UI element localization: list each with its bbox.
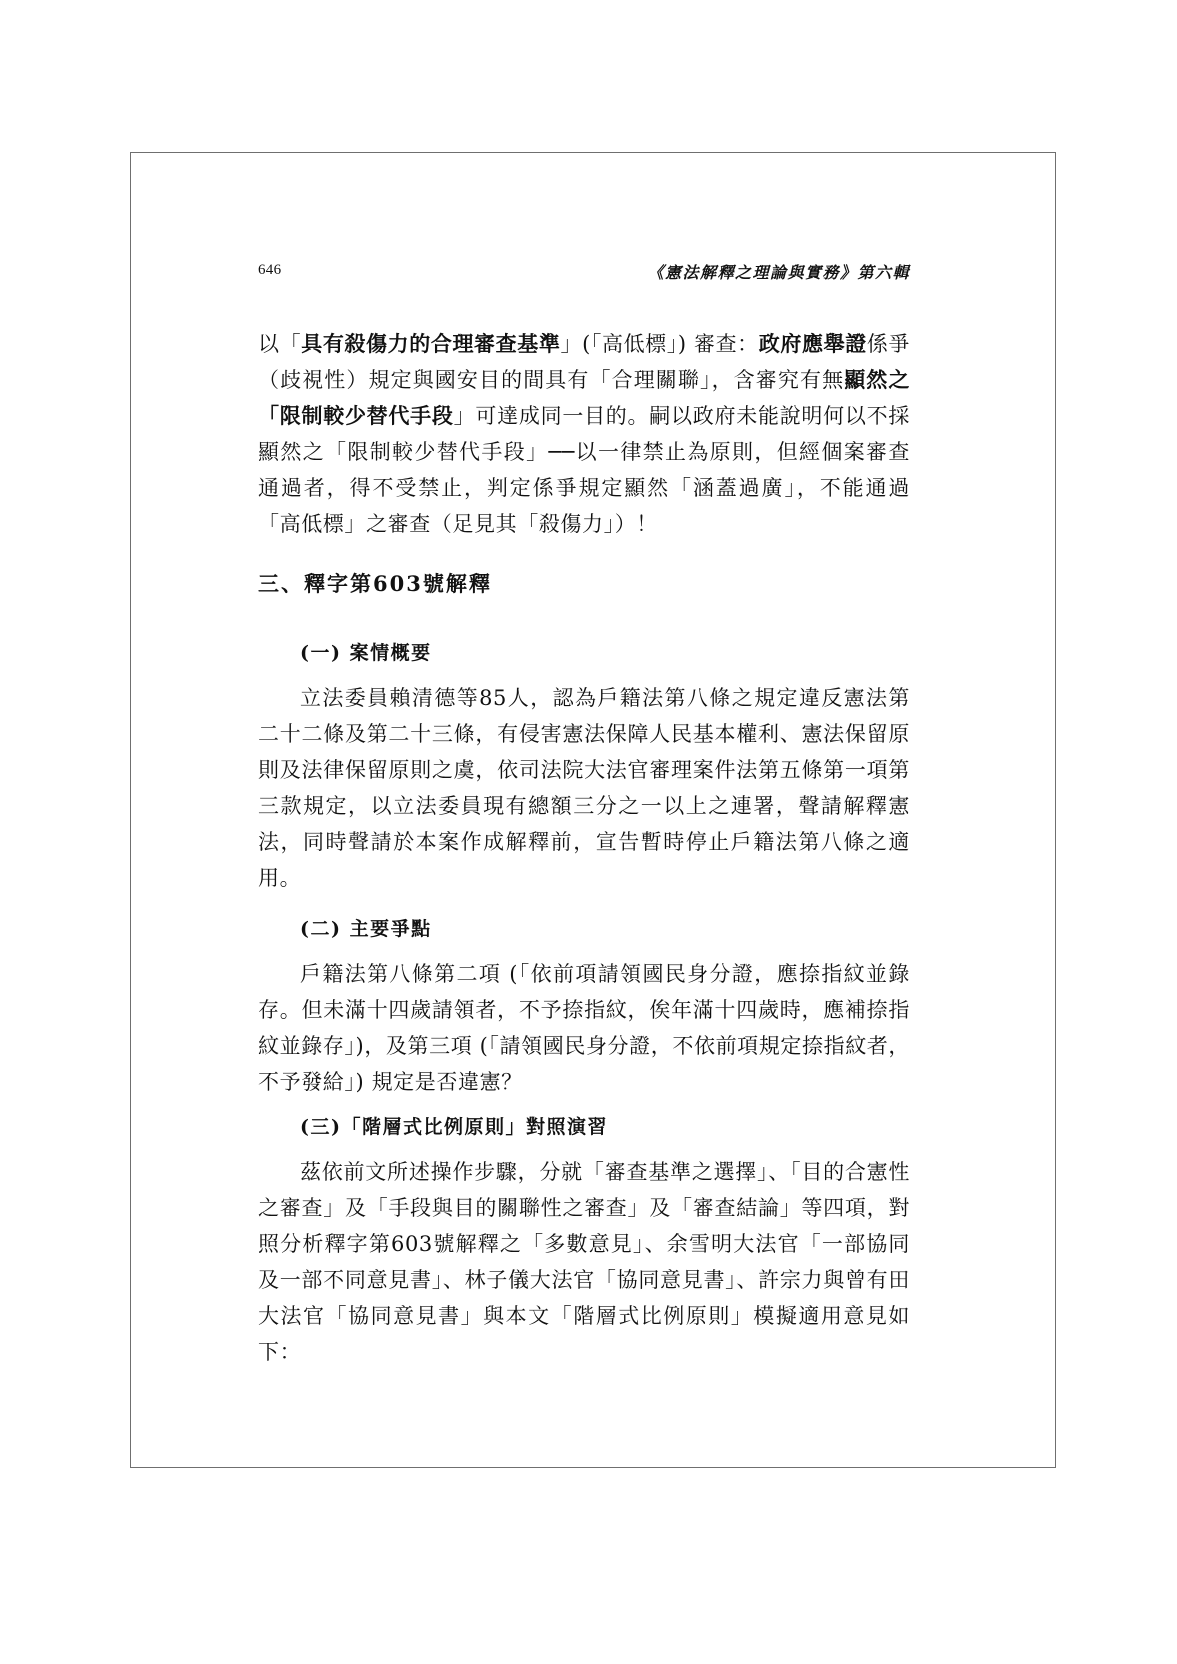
subheading-case-summary: (一) 案情概要 (300, 642, 432, 664)
intro-text-2: 」(「高低標」) 審查： (560, 332, 759, 356)
text-body (258, 326, 910, 1370)
intro-paragraph (258, 326, 910, 542)
main-issues-paragraph: 戶籍法第八條第二項 (「依前項請領國民身分證，應捺指紋並錄存。但未滿十四歲請領者，不予捺指紋，俟年滿十四歲時，應補捺指紋並錄存」)，及第三項 (「請領國民身分證，不依前項規定捺指紋者，不予發給」) 規定是否違憲？ (258, 962, 910, 1094)
book-title: 《憲法解釋之理論與實務》第六輯 (647, 263, 910, 282)
subheading-proportionality-exercise: (三)「階層式比例原則」對照演習 (300, 1116, 608, 1138)
intro-emphasis-burden: 政府應舉證 (758, 331, 867, 356)
section-heading: 三、釋字第603號解釋 (258, 571, 492, 596)
intro-emphasis-standard: 具有殺傷力的合理審查基準 (301, 331, 561, 356)
subheading-main-issues: (二) 主要爭點 (300, 918, 432, 940)
page-number: 646 (258, 262, 282, 278)
intro-text-1: 以「 (258, 332, 302, 356)
intro-text-4: 」可達成同一目的。嗣以政府未能說明何以不採顯然之「限制較少替代手段」──以一律禁止為原則，但經個案審查通過者，得不受禁止，判定係爭規定顯然「涵蓋過廣」，不能通過「高低標」之審查（足見其「殺傷力」）！ (258, 404, 910, 536)
running-head (258, 260, 910, 284)
case-summary-paragraph: 立法委員賴清德等85人，認為戶籍法第八條之規定違反憲法第二十二條及第二十三條，有侵害憲法保障人民基本權利、憲法保留原則及法律保留原則之虞，依司法院大法官審理案件法第五條第一項第三款規定，以立法委員現有總額三分之一以上之連署，聲請解釋憲法，同時聲請於本案作成解釋前，宣告暫時停止戶籍法第八條之適用。 (258, 686, 910, 890)
intro-emphasis-alternative: 顯然之「限制較少替代手段 (258, 367, 910, 428)
intro-text-3: 係爭（歧視性）規定與國安目的間具有「合理關聯」，含審究有無 (258, 332, 911, 392)
proportionality-paragraph: 茲依前文所述操作步驟，分就「審查基準之選擇」、「目的合憲性之審查」及「手段與目的關聯性之審查」及「審查結論」等四項，對照分析釋字第603號解釋之「多數意見」、余雪明大法官「一部協同及一部不同意見書」、林子儀大法官「協同意見書」、許宗力與曾有田大法官「協同意見書」與本文「階層式比例原則」模擬適用意見如下： (258, 1160, 910, 1364)
